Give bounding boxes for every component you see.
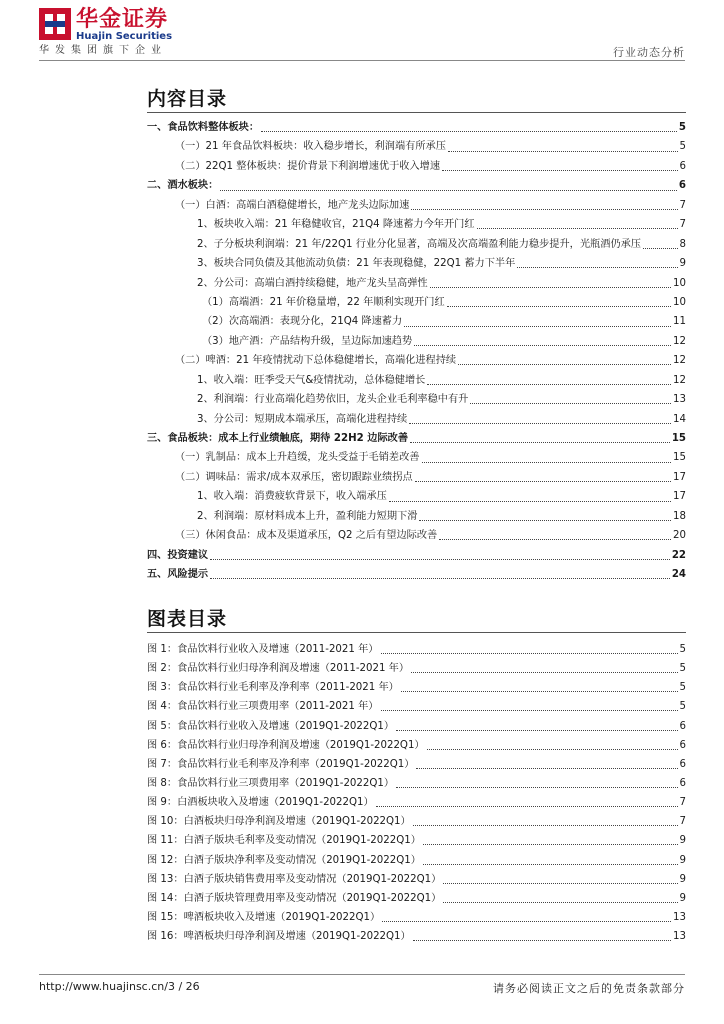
- figure-entry[interactable]: [147, 889, 686, 908]
- footer-disclaimer: 请务必阅读正文之后的免责条款部分: [493, 982, 685, 995]
- toc-entry-page: 5: [678, 122, 686, 133]
- dot-leader: [423, 844, 678, 845]
- figure-entry-text: 图 16：啤酒板块归母净利润及增速（2019Q1-2022Q1）: [147, 931, 411, 943]
- figure-entry[interactable]: [147, 659, 686, 678]
- dot-leader: [401, 691, 678, 692]
- brand-tagline: 华发集团旗下企业: [39, 45, 167, 56]
- toc-entry-page: 12: [673, 374, 686, 386]
- page-header: [39, 8, 685, 60]
- figure-entry-page: 5: [679, 644, 686, 655]
- toc-entry-text: 1、收入端：旺季受天气&疫情扰动，总体稳健增长: [197, 374, 426, 386]
- figure-entry-text: 图 8：食品饮料行业三项费用率（2019Q1-2022Q1）: [147, 777, 395, 789]
- figure-entry-text: 图 12：白酒子版块净利率及变动情况（2019Q1-2022Q1）: [147, 854, 421, 866]
- figure-entry[interactable]: [147, 908, 686, 927]
- brand-name-cn: 华金证券: [76, 7, 169, 32]
- dot-leader: [442, 170, 678, 171]
- dot-leader: [389, 501, 671, 502]
- figure-entry-text: 图 4：食品饮料行业三项费用率（2011-2021 年）: [147, 701, 379, 713]
- dot-leader: [470, 403, 671, 404]
- toc-entry-page: 17: [673, 491, 686, 503]
- dot-leader: [413, 825, 678, 826]
- dot-leader: [443, 883, 677, 884]
- figure-entry-page: 6: [679, 720, 686, 732]
- footer-url[interactable]: http://www.huajinsc.cn/3 / 26: [39, 980, 200, 993]
- figure-entry[interactable]: [147, 927, 686, 946]
- dot-leader: [439, 539, 671, 540]
- figure-entry-text: 图 10：白酒板块归母净利润及增速（2019Q1-2022Q1）: [147, 816, 411, 828]
- toc-entry-page: 5: [679, 141, 686, 153]
- figure-entry-page: 5: [679, 682, 686, 694]
- toc-entry[interactable]: [147, 332, 686, 351]
- figure-entry[interactable]: [147, 851, 686, 870]
- table-of-contents: [147, 118, 686, 585]
- toc-entry[interactable]: [147, 118, 686, 137]
- toc-title-divider: [147, 112, 686, 113]
- toc-entry-page: 22: [671, 549, 686, 561]
- toc-entry-page: 6: [678, 180, 686, 192]
- toc-entry[interactable]: [147, 351, 686, 370]
- figures-title: 图表目录: [147, 608, 228, 630]
- toc-entry-page: 13: [673, 394, 686, 406]
- figure-entry-page: 5: [679, 701, 686, 713]
- figure-entry-text: 图 14：白酒子版块管理费用率及变动情况（2019Q1-2022Q1）: [147, 892, 442, 904]
- toc-entry-page: 7: [679, 219, 686, 231]
- toc-title: 内容目录: [147, 88, 228, 110]
- toc-entry-text: （三）休闲食品：成本及渠道承压，Q2 之后有望边际改善: [175, 530, 438, 542]
- dot-leader: [517, 267, 677, 268]
- figure-entry[interactable]: [147, 697, 686, 716]
- toc-entry-text: 2、利润端：原材料成本上升，盈利能力短期下滑: [197, 510, 418, 522]
- figure-entry-text: 图 6：食品饮料行业归母净利润及增速（2019Q1-2022Q1）: [147, 739, 425, 751]
- dot-leader: [422, 462, 672, 463]
- toc-entry[interactable]: [147, 157, 686, 176]
- toc-entry-page: 7: [679, 199, 686, 211]
- figure-entry-text: 图 9：白酒板块收入及增速（2019Q1-2022Q1）: [147, 797, 374, 809]
- dot-leader: [381, 653, 678, 654]
- toc-entry-text: （二）调味品：需求/成本双承压，密切跟踪业绩拐点: [175, 471, 413, 483]
- toc-entry[interactable]: [147, 448, 686, 467]
- toc-entry[interactable]: [147, 546, 686, 565]
- toc-entry-page: 24: [671, 569, 686, 581]
- toc-entry[interactable]: [147, 235, 686, 254]
- dot-leader: [477, 228, 678, 229]
- figure-entry[interactable]: [147, 831, 686, 850]
- figure-entry[interactable]: [147, 736, 686, 755]
- figure-entry-page: 6: [679, 739, 686, 751]
- figure-entry-page: 7: [679, 797, 686, 809]
- figure-entry-text: 图 15：啤酒板块收入及增速（2019Q1-2022Q1）: [147, 911, 381, 923]
- toc-entry[interactable]: [147, 565, 686, 584]
- figure-entry[interactable]: [147, 755, 686, 774]
- dot-leader: [411, 209, 677, 210]
- header-divider: [39, 60, 685, 61]
- figure-entry-page: 6: [679, 758, 686, 770]
- toc-entry-text: 2、分公司：高端白酒持续稳健，地产龙头呈高弹性: [197, 277, 428, 289]
- toc-entry-page: 12: [673, 335, 686, 347]
- figure-entry[interactable]: [147, 640, 686, 659]
- figure-entry-page: 9: [679, 835, 686, 847]
- toc-entry-page: 11: [673, 316, 686, 328]
- figure-entry-text: 图 3：食品饮料行业毛利率及净利率（2011-2021 年）: [147, 682, 399, 694]
- toc-entry[interactable]: [147, 293, 686, 312]
- dot-leader: [430, 287, 671, 288]
- toc-entry-text: （一）白酒：高端白酒稳健增长，地产龙头边际加速: [175, 199, 410, 211]
- toc-entry-page: 15: [673, 452, 686, 464]
- toc-entry[interactable]: [147, 487, 686, 506]
- toc-entry-text: 3、分公司：短期成本端承压，高端化进程持续: [197, 413, 408, 425]
- report-type: 行业动态分析: [613, 46, 685, 59]
- toc-entry-text: 二、酒水板块：: [147, 180, 219, 192]
- figure-entry-page: 9: [679, 892, 686, 904]
- toc-entry-text: （2）次高端酒：表现分化，21Q4 降速蓄力: [202, 316, 403, 328]
- toc-entry-text: （二）22Q1 整体板块：提价背景下利润增速优于收入增速: [175, 160, 441, 172]
- toc-entry-text: （二）啤酒：21 年疫情扰动下总体稳健增长，高端化进程持续: [175, 355, 457, 367]
- figure-entry-text: 图 13：白酒子版块销售费用率及变动情况（2019Q1-2022Q1）: [147, 873, 442, 885]
- brand-name-en: Huajin Securities: [76, 31, 173, 42]
- dot-leader: [382, 921, 671, 922]
- toc-entry-text: 2、子分板块利润端：21 年/22Q1 行业分化显著，高端及次高端盈利能力稳步提升，光瓶酒仍承压: [197, 238, 641, 250]
- figure-entry-text: 图 5：食品饮料行业收入及增速（2019Q1-2022Q1）: [147, 720, 395, 732]
- figure-entry[interactable]: [147, 812, 686, 831]
- dot-leader: [443, 902, 677, 903]
- figure-entry-page: 13: [673, 911, 686, 923]
- toc-entry[interactable]: [147, 137, 686, 156]
- dot-leader: [458, 364, 671, 365]
- dot-leader: [396, 787, 677, 788]
- toc-entry-page: 10: [673, 277, 686, 289]
- dot-leader: [396, 730, 677, 731]
- dot-leader: [448, 151, 678, 152]
- toc-entry-text: （1）高端酒：21 年价稳量增，22 年顺利实现开门红: [202, 296, 445, 308]
- dot-leader: [415, 481, 671, 482]
- dot-leader: [423, 864, 678, 865]
- toc-entry-page: 10: [673, 296, 686, 308]
- toc-entry[interactable]: [147, 526, 686, 545]
- list-of-figures: [147, 640, 686, 946]
- figure-entry-text: 图 11：白酒子版块毛利率及变动情况（2019Q1-2022Q1）: [147, 835, 421, 847]
- toc-entry[interactable]: [147, 215, 686, 234]
- figure-entry-page: 5: [679, 663, 686, 675]
- dot-leader: [404, 326, 671, 327]
- toc-entry[interactable]: [147, 410, 686, 429]
- toc-entry-page: 15: [671, 433, 686, 444]
- dot-leader: [410, 442, 670, 443]
- toc-entry-page: 18: [673, 510, 686, 522]
- toc-entry[interactable]: [147, 176, 686, 195]
- dot-leader: [376, 806, 678, 807]
- toc-entry[interactable]: [147, 371, 686, 390]
- dot-leader: [411, 672, 677, 673]
- toc-entry-page: 17: [673, 471, 686, 483]
- figure-entry[interactable]: [147, 678, 686, 697]
- toc-entry[interactable]: [147, 312, 686, 331]
- toc-entry-text: 四、投资建议: [147, 549, 209, 561]
- toc-entry-page: 20: [673, 530, 686, 542]
- dot-leader: [427, 384, 671, 385]
- toc-entry-text: （3）地产酒：产品结构升级，呈边际加速趋势: [202, 335, 413, 347]
- toc-entry-text: 2、利润端：行业高端化趋势依旧，龙头企业毛利率稳中有升: [197, 394, 469, 406]
- toc-entry-text: 五、风险提示: [147, 569, 209, 581]
- toc-entry-page: 12: [673, 355, 686, 367]
- figure-entry-text: 图 2：食品饮料行业归母净利润及增速（2011-2021 年）: [147, 663, 410, 675]
- toc-entry[interactable]: [147, 274, 686, 293]
- figure-entry-page: 13: [673, 931, 686, 943]
- toc-entry-page: 14: [673, 413, 686, 425]
- figure-entry-page: 7: [679, 816, 686, 828]
- toc-entry[interactable]: [147, 390, 686, 409]
- dot-leader: [416, 768, 677, 769]
- figure-entry[interactable]: [147, 870, 686, 889]
- dot-leader: [409, 423, 671, 424]
- figure-entry[interactable]: [147, 774, 686, 793]
- figure-entry[interactable]: [147, 793, 686, 812]
- dot-leader: [414, 345, 671, 346]
- toc-entry-page: 8: [679, 238, 686, 250]
- toc-entry-page: 9: [679, 258, 686, 270]
- toc-entry[interactable]: [147, 507, 686, 526]
- figure-entry-page: 9: [679, 873, 686, 885]
- dot-leader: [210, 578, 670, 579]
- toc-entry[interactable]: [147, 254, 686, 273]
- figure-entry-text: 图 1：食品饮料行业收入及增速（2011-2021 年）: [147, 644, 379, 655]
- dot-leader: [413, 940, 671, 941]
- toc-entry-text: 1、板块收入端：21 年稳健收官，21Q4 降速蓄力今年开门红: [197, 219, 475, 231]
- huajin-logo-icon: [39, 8, 71, 40]
- dot-leader: [643, 248, 678, 249]
- toc-entry-text: 三、食品板块：成本上行业绩触底，期待 22H2 边际改善: [147, 433, 409, 444]
- dot-leader: [447, 306, 671, 307]
- figure-entry-text: 图 7：食品饮料行业毛利率及净利率（2019Q1-2022Q1）: [147, 758, 415, 770]
- dot-leader: [381, 710, 678, 711]
- figures-title-divider: [147, 632, 686, 633]
- dot-leader: [261, 131, 677, 132]
- toc-entry-text: 1、收入端：消费疲软背景下，收入端承压: [197, 491, 387, 503]
- toc-entry-text: 一、食品饮料整体板块：: [147, 122, 260, 133]
- toc-entry[interactable]: [147, 196, 686, 215]
- toc-entry-text: （一）乳制品：成本上升趋缓，龙头受益于毛销差改善: [175, 452, 420, 464]
- figure-entry-page: 6: [679, 777, 686, 789]
- toc-entry-page: 6: [679, 160, 686, 172]
- dot-leader: [419, 520, 671, 521]
- toc-entry[interactable]: [147, 468, 686, 487]
- footer-divider: [39, 974, 685, 975]
- toc-entry-text: 3、板块合同负债及其他流动负债：21 年表现稳健，22Q1 蓄力下半年: [197, 258, 516, 270]
- toc-entry[interactable]: [147, 429, 686, 448]
- dot-leader: [427, 749, 678, 750]
- toc-entry-text: （一）21 年食品饮料板块：收入稳步增长，利润端有所承压: [175, 141, 446, 153]
- dot-leader: [220, 190, 677, 191]
- figure-entry-page: 9: [679, 854, 686, 866]
- dot-leader: [210, 559, 670, 560]
- figure-entry[interactable]: [147, 717, 686, 736]
